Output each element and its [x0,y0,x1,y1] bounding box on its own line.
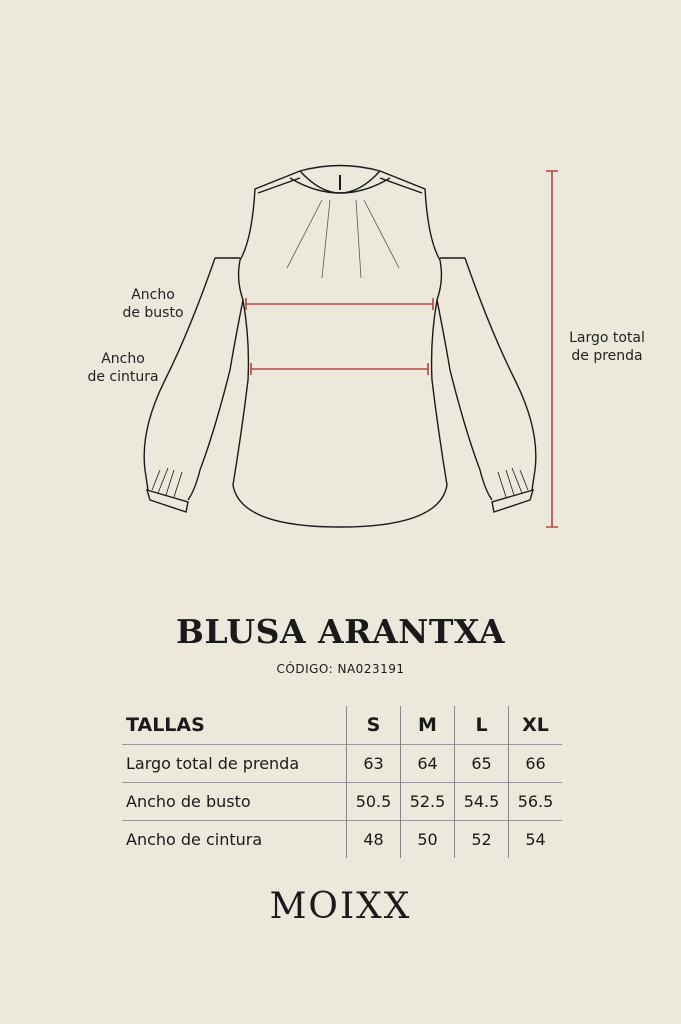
table-row [122,745,562,783]
cell: 65 [455,745,509,783]
length-label-line2: de prenda [571,348,643,364]
blouse-body [233,166,447,528]
waist-measure-line [251,363,428,375]
brand-logo: MOIXX [269,886,412,927]
cell: 50 [401,821,455,859]
waist-label-line2: de cintura [87,369,159,385]
header-size-s: S [347,706,401,745]
length-label-line1: Largo total [569,330,645,346]
waist-label [68,350,178,386]
waist-label-line1: Ancho [101,351,145,367]
cell: 66 [509,745,563,783]
product-title: BLUSA ARANTXA [176,612,505,651]
bust-label [98,286,208,322]
row-label: Ancho de cintura [122,821,347,859]
length-label [552,329,662,365]
cell: 54.5 [455,783,509,821]
cell: 64 [401,745,455,783]
bust-label-line2: de busto [122,305,184,321]
header-size-xl: XL [509,706,563,745]
cell: 56.5 [509,783,563,821]
product-code: CÓDIGO: NA023191 [276,662,405,676]
cell: 63 [347,745,401,783]
cell: 54 [509,821,563,859]
row-label: Ancho de busto [122,783,347,821]
bust-measure-line [246,298,433,310]
cell: 52.5 [401,783,455,821]
cell: 48 [347,821,401,859]
header-size-m: M [401,706,455,745]
measure-lines [246,171,558,527]
header-size-l: L [455,706,509,745]
table-row [122,821,562,859]
bust-label-line1: Ancho [131,287,175,303]
table-row [122,783,562,821]
cell: 52 [455,821,509,859]
cell: 50.5 [347,783,401,821]
size-table [122,706,562,858]
header-sizes: TALLAS [126,714,205,736]
table-header-row [122,706,562,745]
right-sleeve [437,258,536,512]
row-label: Largo total de prenda [122,745,347,783]
